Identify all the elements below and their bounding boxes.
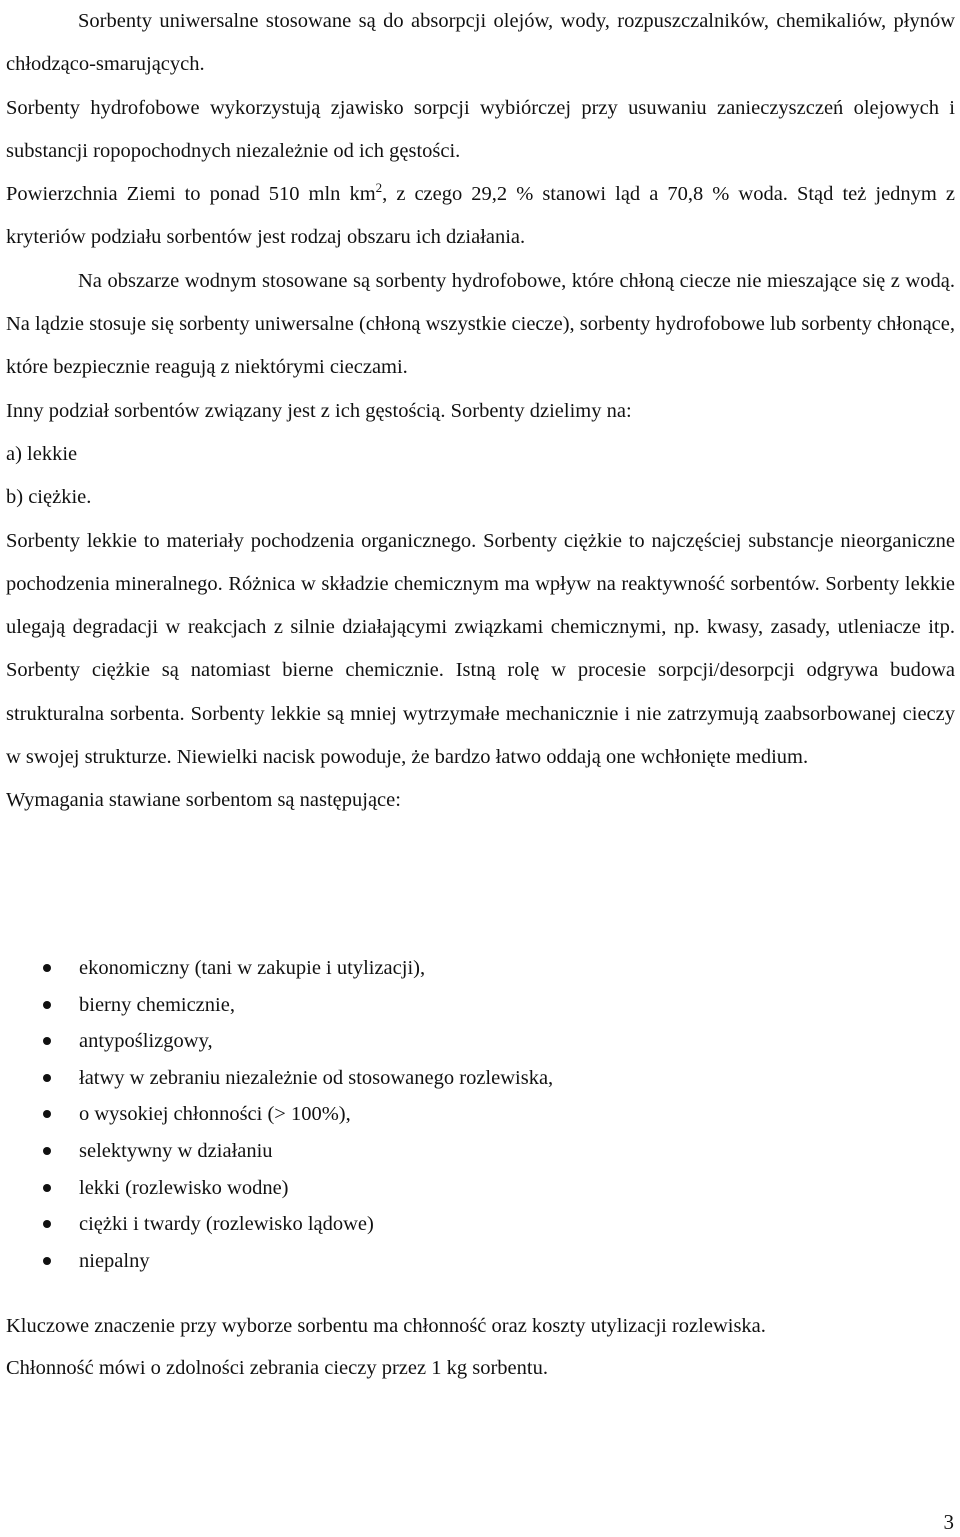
bullet-icon — [43, 1257, 51, 1265]
page-number: 3 — [943, 1510, 954, 1534]
paragraph-requirements-intro: Wymagania stawiane sorbentom są następujące: — [6, 789, 401, 812]
superscript-exponent: 2 — [375, 180, 383, 196]
bullet-icon — [43, 1147, 51, 1155]
requirement-item: selektywny w działaniu — [6, 1133, 553, 1170]
body-text — [6, 0, 955, 823]
bullet-icon — [43, 964, 51, 972]
paragraph-earth-surface — [6, 173, 955, 260]
bullet-icon — [43, 1037, 51, 1045]
paragraph-key-criteria: Kluczowe znaczenie przy wyborze sorbentu ma chłonność oraz koszty utylizacji rozlewiska. — [6, 1315, 766, 1337]
bullet-icon — [43, 1220, 51, 1228]
paragraph-water-land-sorbents: Na obszarze wodnym stosowane są sorbenty hydrofobowe, które chłoną ciecze nie mieszające się z wodą. Na lądzie stosuje się sorbenty uniwersalne (chłoną wszystkie ciecze), sorbenty hydrofobowe lub sorbenty chłonące, które bezpiecznie reagują z niektórymi cieczami. — [6, 269, 955, 379]
list-item-heavy: b) ciężkie. — [6, 486, 92, 509]
closing-text — [6, 1305, 955, 1389]
bullet-icon — [43, 1110, 51, 1118]
requirement-item: bierny chemicznie, — [6, 987, 553, 1024]
requirement-item: antypoślizgowy, — [6, 1023, 553, 1060]
requirement-item: ciężki i twardy (rozlewisko lądowe) — [6, 1206, 553, 1243]
bullet-icon — [43, 1001, 51, 1009]
requirement-item: niepalny — [6, 1243, 553, 1280]
paragraph-density-division: Inny podział sorbentów związany jest z ich gęstością. Sorbenty dzielimy na: — [6, 399, 632, 422]
paragraph-light-heavy-properties: Sorbenty lekkie to materiały pochodzenia organicznego. Sorbenty ciężkie to najczęściej substancje nieorganiczne pochodzenia mineralnego. Różnica w składzie chemicznym ma wpływ na reaktywność sorbentów. Sorbenty lekkie ulegają degradacji w reakcjach z silnie działającymi związkami chemicznymi, np. kwasy, zasady, utleniacze itp. Sorbenty ciężkie są natomiast bierne chemicznie. Istną rolę w procesie sorpcji/desorpcji odgrywa budowa strukturalna sorbenta. Sorbenty lekkie są mniej wytrzymałe mechanicznie i nie zatrzymują zaabsorbowanej cieczy w swojej strukturze. Niewielki nacisk powoduje, że bardzo łatwo oddają one wchłonięte medium. — [6, 529, 955, 769]
requirement-item: ekonomiczny (tani w zakupie i utylizacji), — [6, 950, 553, 987]
requirements-list — [6, 950, 553, 1279]
list-item-light: a) lekkie — [6, 442, 78, 465]
paragraph-hydrophobic-sorbents: Sorbenty hydrofobowe wykorzystują zjawisko sorpcji wybiórczej przy usuwaniu zanieczyszczeń olejowych i substancji ropopochodnych niezależnie od ich gęstości. — [6, 96, 955, 162]
requirement-item: lekki (rozlewisko wodne) — [6, 1170, 553, 1207]
requirement-item: łatwy w zebraniu niezależnie od stosowanego rozlewiska, — [6, 1060, 553, 1097]
paragraph-absorbency-definition: Chłonność mówi o zdolności zebrania cieczy przez 1 kg sorbentu. — [6, 1357, 548, 1379]
bullet-icon — [43, 1074, 51, 1082]
requirement-item: o wysokiej chłonności (> 100%), — [6, 1096, 553, 1133]
earth-surface-text-b: , z czego 29,2 % stanowi ląd a 70,8 % woda. Stąd też jednym z kryteriów podziału sorbentów jest rodzaj obszaru ich działania. — [6, 183, 955, 249]
bullet-icon — [43, 1184, 51, 1192]
paragraph-universal-sorbents: Sorbenty uniwersalne stosowane są do absorpcji olejów, wody, rozpuszczalników, chemikaliów, płynów chłodząco-smarujących. — [6, 10, 955, 76]
earth-surface-text-a: Powierzchnia Ziemi to ponad 510 mln km — [6, 183, 376, 206]
